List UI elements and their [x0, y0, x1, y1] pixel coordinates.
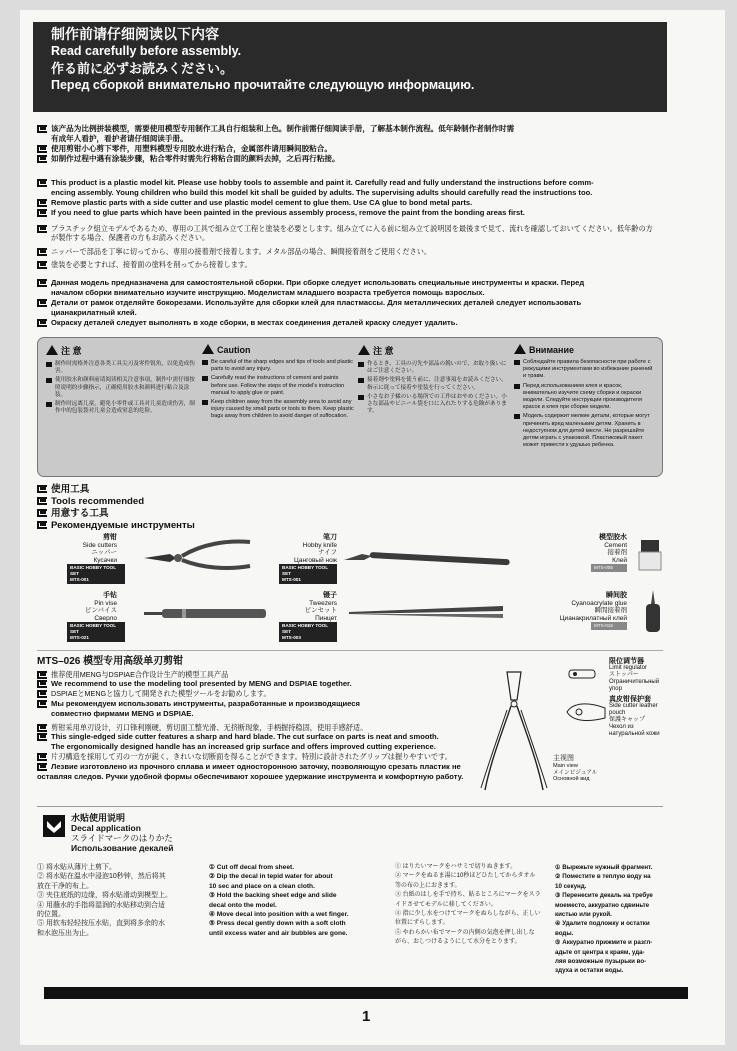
mts-title: MTS–026 模型专用高级单刃剪钳 — [37, 656, 184, 667]
manual-icon — [37, 299, 47, 307]
mts-line: оставляя следов. Ручки удобной формы обеспечивают хорошее удержание инструмента и комфортную работу. — [37, 771, 464, 781]
tool-tweezers: 镊子 Tweezers ピンセット Пинцет BASIC HOBBY TOOL SET MTS-003 — [267, 592, 337, 642]
mts-line: 剪钳采用单刃设计，刃口锋利刚硬，剪切面工整光滑、无挤断现象，手柄握持稳固，使用手感舒适。 — [37, 723, 477, 732]
manual-icon — [37, 319, 47, 327]
mts-line: 推荐使用MENG与DSPIAE合作设计生产的模型工具产品 — [37, 670, 477, 679]
decal-steps-ru: ① Вырежьте нужный фрагмент. ② Поместите в теплую воду на 10 секунд. ③ Перенесите декаль на требуе моеместо, аккуратно сдвиньте кистью или рукой. ④ Удалите подложку и остатки воды. ⑤ Аккуратно прижмите и разгл- адьте от центра к краям, уда- ляя возможные пузырьки во- здуха и остатки воды. — [555, 864, 653, 975]
warning-item: 作るとき、工具の刃先や部品の鋭いので、お取り扱いにはご注意ください。 — [358, 361, 510, 375]
manual-icon — [37, 497, 47, 505]
manual-icon — [37, 700, 47, 708]
tool-pin-vise: 手钻 Pin vise ピンバイス Сверло BASIC HOBBY TOOL SET MTS-021 — [67, 592, 117, 642]
intro-ru — [37, 278, 663, 328]
decal-steps-ja: ① はりたいマークをハサミで切りぬきます。 ② マークをぬるま湯に10秒ほどひたしてからタオル 等の布の上におきます。 ③ 台紙のはしを手で持ち、貼るところにマークをスラ イドさせてモデルに移してください。 ④ 指に少し水をつけてマークをぬらしながら、正しい 位置にずらします。 ⑤ やわらかい布でマークの内側の気泡を押し出しな がら、おしつけるようにして水分をとります。 — [395, 864, 541, 946]
warning-item: Carefully read the instructions of cement and paints before use. Follow the steps of the model's instruction manual to apply glue or paint. — [202, 375, 354, 397]
intro-zh — [37, 124, 663, 164]
intro-zh-line: 使用剪钳小心剪下零件，用塑料模型专用胶水进行粘合，金属部件请用瞬间胶粘合。 — [37, 144, 663, 154]
manual-icon — [37, 521, 47, 529]
header-zh: 制作前请仔细阅读以下内容 — [51, 26, 219, 42]
mts-section — [37, 652, 663, 802]
intro-ja — [37, 224, 663, 270]
limit-regulator-label: 限位调节器 Limit regulator ストッパー Ограничительный упор — [609, 658, 660, 692]
tool-side-cutters: 剪钳 Side cutters ニッパー Кусачки BASIC HOBBY TOOL SET MTS-001 — [67, 534, 117, 584]
warning-column-en — [202, 344, 354, 423]
tool-cement: 模型胶水 Cement 接着剤 Клей MTS-005 — [537, 534, 627, 572]
tools-heading: 用意する工具 — [37, 508, 663, 520]
warning-item: 小さなお子様のいる場所での工作はおやめください。小さな部品やビニール袋を口に入れたりする危険があります。 — [358, 394, 510, 416]
warning-column-ja — [358, 344, 510, 417]
mts-026-cutter-icon — [477, 670, 552, 795]
intro-en-line: If you need to glue parts which have been painted in the previous assembly process, remove the paint from the bonding areas first. — [37, 208, 663, 218]
manual-icon — [37, 485, 47, 493]
leather-pouch-icon — [565, 700, 607, 724]
warning-item: Keep children away from the assembly area to avoid any injury caused by small parts or tools to them. Keep plastic bags away from children to avoid danger of suffocation. — [202, 399, 354, 421]
tweezers-icon — [347, 602, 507, 622]
warning-triangle-icon — [358, 345, 370, 355]
intro-zh-line: 有成年人看护，看护者请仔细阅读手册。 — [51, 134, 188, 143]
manual-icon — [37, 763, 47, 771]
manual-icon — [37, 509, 47, 517]
intro-en-line: encing assembly. Young children who build this model kit shall be guided by adults. The supervising adults should carefully read the instructions too. — [51, 188, 593, 197]
tool-tag: BASIC HOBBY TOOL SET MTS-021 — [67, 622, 125, 642]
intro-ru-line: цианакрилатный клей. — [51, 308, 137, 317]
intro-en-line: Remove plastic parts with a side cutter and use plastic model cement to glue them. Use CA glue to bond metal parts. — [37, 198, 663, 208]
intro-ru-line: Детали от рамок отделяйте бокорезами. Используйте для сборки клей для пластмассы. Для металлических деталей следует использовать — [37, 298, 663, 308]
intro-en-line: This product is a plastic model kit. Please use hobby tools to assemble and paint it. Carefully read and fully understand the instructions before comm- — [37, 178, 663, 188]
warning-item: Be careful of the sharp edges and tips of tools and plastic parts to avoid any injury. — [202, 359, 354, 373]
page-number: 1 — [362, 1008, 371, 1025]
decal-steps-zh: ① 将水贴从薄片上剪下。 ② 将水贴在温水中浸泡10秒钟，然后将其 放在干净的布上。 ③ 夹住底纸的边缘，将水贴滑动到模型上。 ④ 用蘸水的手指将湿润的水贴移动到合适 的位置。 ⑤ 用软布轻轻按压水贴，直到将多余的水 和水泡压出为止。 — [37, 864, 172, 937]
tools-heading: 使用工具 — [37, 484, 663, 496]
intro-zh-line: 该产品为比例拼装模型，需要使用模型专用制作工具自行组装和上色。制作前需仔细阅读手册，了解基本制作流程。低年龄制作者制作时需 — [37, 124, 663, 134]
tools-heading: Рекомендуемые инструменты — [37, 520, 663, 532]
tool-tag: MTS-016 — [591, 622, 627, 630]
manual-icon — [37, 690, 47, 698]
manual-icon — [37, 199, 47, 207]
manual-icon — [37, 733, 47, 741]
header-ja: 作る前に必ずお読みください。 — [51, 61, 234, 76]
footer-bar — [44, 987, 688, 999]
intro-ja-line: が製作する場合、保護者の方もお読みください。 — [51, 233, 210, 243]
manual-icon — [37, 145, 47, 153]
side-cutters-icon — [142, 536, 252, 576]
decal-steps-en: ① Cut off decal from sheet. ② Dip the decal in tepid water for about 10 sec and place on a clean cloth. ③ Hold the backing sheet edge and slide decal onto the model. ④ Move decal into position with a wet finger. ⑤ Press decal gently down with a soft cloth until excess water and air bubbles are gone. — [209, 864, 349, 937]
intro-ja-line: 塗装を必要とすれば、接着面の塗料を削ってから接着します。 — [37, 260, 663, 269]
tool-tag: BASIC HOBBY TOOL SET MTS-001 — [279, 564, 337, 584]
warning-column-ru — [514, 344, 656, 451]
warning-title: Caution — [202, 344, 354, 355]
warning-item: Модель содержит мелкие детали, которые могут причинить вред маленьким детям. Хранить в недоступном для детей месте. Не разрешайте детям играть с упаковкой. Пластиковый пакет может привести к удушью ребенка. — [514, 413, 656, 449]
header-ru: Перед сборкой внимательно прочитайте следующую информацию. — [51, 78, 475, 92]
hobby-knife-icon — [342, 544, 512, 568]
warning-item: Перед использованием клея и красок, внимательно изучите схему сборки и окраски модели. Следуйте инструкции производителя красок и клея при сборке модели. — [514, 383, 656, 412]
tool-tag: BASIC HOBBY TOOL SET MTS-001 — [67, 564, 125, 584]
cement-bottle-icon — [637, 536, 663, 572]
warning-column-zh — [46, 344, 198, 417]
tool-hobby-knife: 笔刀 Hobby knife ナイフ Цанговый нож BASIC HOBBY TOOL SET MTS-001 — [267, 534, 337, 584]
warning-item: Соблюдайте правила безопасности при работе с режущими инструментами во избежание ранений и травм. — [514, 359, 656, 381]
manual-icon — [37, 248, 47, 256]
manual-icon — [37, 155, 47, 163]
manual-icon — [37, 209, 47, 217]
warning-item: 制作时远离儿童，避免小零件或工具对儿童造成伤害，制作中的包装袋对儿童会造成窒息的危险。 — [46, 401, 198, 415]
tool-ca-glue: 瞬间胶 Cyanoacrylate glue 瞬間接着剤 Цианакрилатный клей MTS-016 — [559, 592, 627, 628]
manual-icon — [37, 671, 47, 679]
intro-ja-line: プラスチック組立モデルであるため、専用の工具で組み立て工程と塗装を必要とします。組み立てに入る前に組み立て説明図を最後まで見て、流れを確認しておいてください。低年齢の方 — [37, 224, 663, 233]
divider — [37, 650, 663, 651]
mts-line: совместно фирмами MENG и DSPIAE. — [51, 708, 194, 718]
manual-icon — [37, 753, 47, 761]
manual-icon — [37, 680, 47, 688]
tool-tag: MTS-005 — [591, 564, 627, 572]
manual-icon — [37, 724, 47, 732]
intro-ru-line: Окраску деталей следует выполнять в ходе сборки, в местах соединения деталей краску следует удалить. — [37, 318, 663, 328]
mts-line: The ergonomically designed handle has an increased grip surface and offers improved cutting experience. — [51, 742, 436, 752]
warning-triangle-icon — [514, 344, 526, 354]
manual-icon — [37, 125, 47, 133]
warning-triangle-icon — [46, 345, 58, 355]
limit-regulator-icon — [567, 664, 597, 684]
warning-title: 注 意 — [46, 344, 198, 357]
manual-icon — [37, 279, 47, 287]
tools-section — [37, 484, 663, 649]
intro-ru-line: началом сборки внимательно изучите инструкцию. Моделистам младшего возраста требуется помощь взрослых. — [51, 288, 485, 297]
warning-item: 制作时需格外注意各类工具尖刃及零件锐角，以免造成伤害。 — [46, 361, 198, 375]
decal-icon — [43, 815, 65, 837]
manual-icon — [37, 225, 47, 233]
warning-title: Внимание — [514, 344, 656, 355]
intro-ja-line: ニッパーで部品を丁寧に切ってから、専用の接着剤で接着します。メタル部品の場合、瞬間接着剤をご使用ください。 — [37, 247, 663, 256]
intro-ru-line: Данная модель предназначена для самостоятельной сборки. При сборке следует использовать специальные инструменты и краски. Перед — [37, 278, 663, 288]
manual-icon — [37, 261, 47, 269]
pouch-label: 真皮钳保护套 Side cutter leather pouch 保護キャップ Чехол из натуральной кожи — [609, 696, 660, 737]
tools-heading: Tools recommended — [37, 496, 663, 508]
mts-line: This single-edged side cutter features a sharp and hard blade. The cut surface on parts is neat and smooth. — [37, 732, 477, 742]
decal-heading: 水贴使用说明 Decal application スライドマークのはりかた Использование декалей — [71, 813, 174, 853]
intro-zh-line: 如制作过程中遇有涂装步骤，粘合零件时需先行将粘合面的颜料去掉，之后再行粘接。 — [37, 154, 663, 164]
manual-icon — [37, 179, 47, 187]
mts-line: We recommend to use the modeling tool presented by MENG and DSPIAE together. — [37, 679, 477, 689]
pin-vise-icon — [142, 606, 272, 622]
header-en: Read carefully before assembly. — [51, 44, 242, 58]
mts-line: 片刃構造を採用して刃の一方が鋭く、きれいな切断面を得ることができます。特別に設計されたグリップは握りやすいです。 — [37, 752, 477, 761]
warning-item: 接着剤や塗料を使う前に、注意事項をお読みください。指示に従って接着や塗装を行ってください。 — [358, 377, 510, 391]
tool-tag: BASIC HOBBY TOOL SET MTS-003 — [279, 622, 337, 642]
warning-triangle-icon — [202, 344, 214, 354]
warning-title: 注 意 — [358, 344, 510, 357]
warning-item: 使用胶水和颜料前请阅读相关注意事项，制作中需仔细按照说明的步骤指示，正确使用胶水和颜料进行粘合及涂装。 — [46, 377, 198, 399]
header-banner — [33, 22, 667, 112]
mts-line: DSPIAEとMENGと協力して開発された模型ツールをお勧めします。 — [37, 689, 477, 698]
mts-line: Мы рекомендуем использовать инструменты, разработанные и производящиеся — [37, 699, 477, 709]
warning-box — [37, 337, 663, 477]
mts-line: Лезвие изготовлено из прочного сплава и имеет односторонною заточку, позволяющую срезать пластик не — [37, 762, 477, 772]
main-view-label: 主视图 Main view メインビジュアル Основной вид — [553, 755, 598, 783]
decal-section — [37, 806, 663, 981]
ca-glue-bottle-icon — [643, 588, 663, 634]
intro-en — [37, 178, 663, 218]
